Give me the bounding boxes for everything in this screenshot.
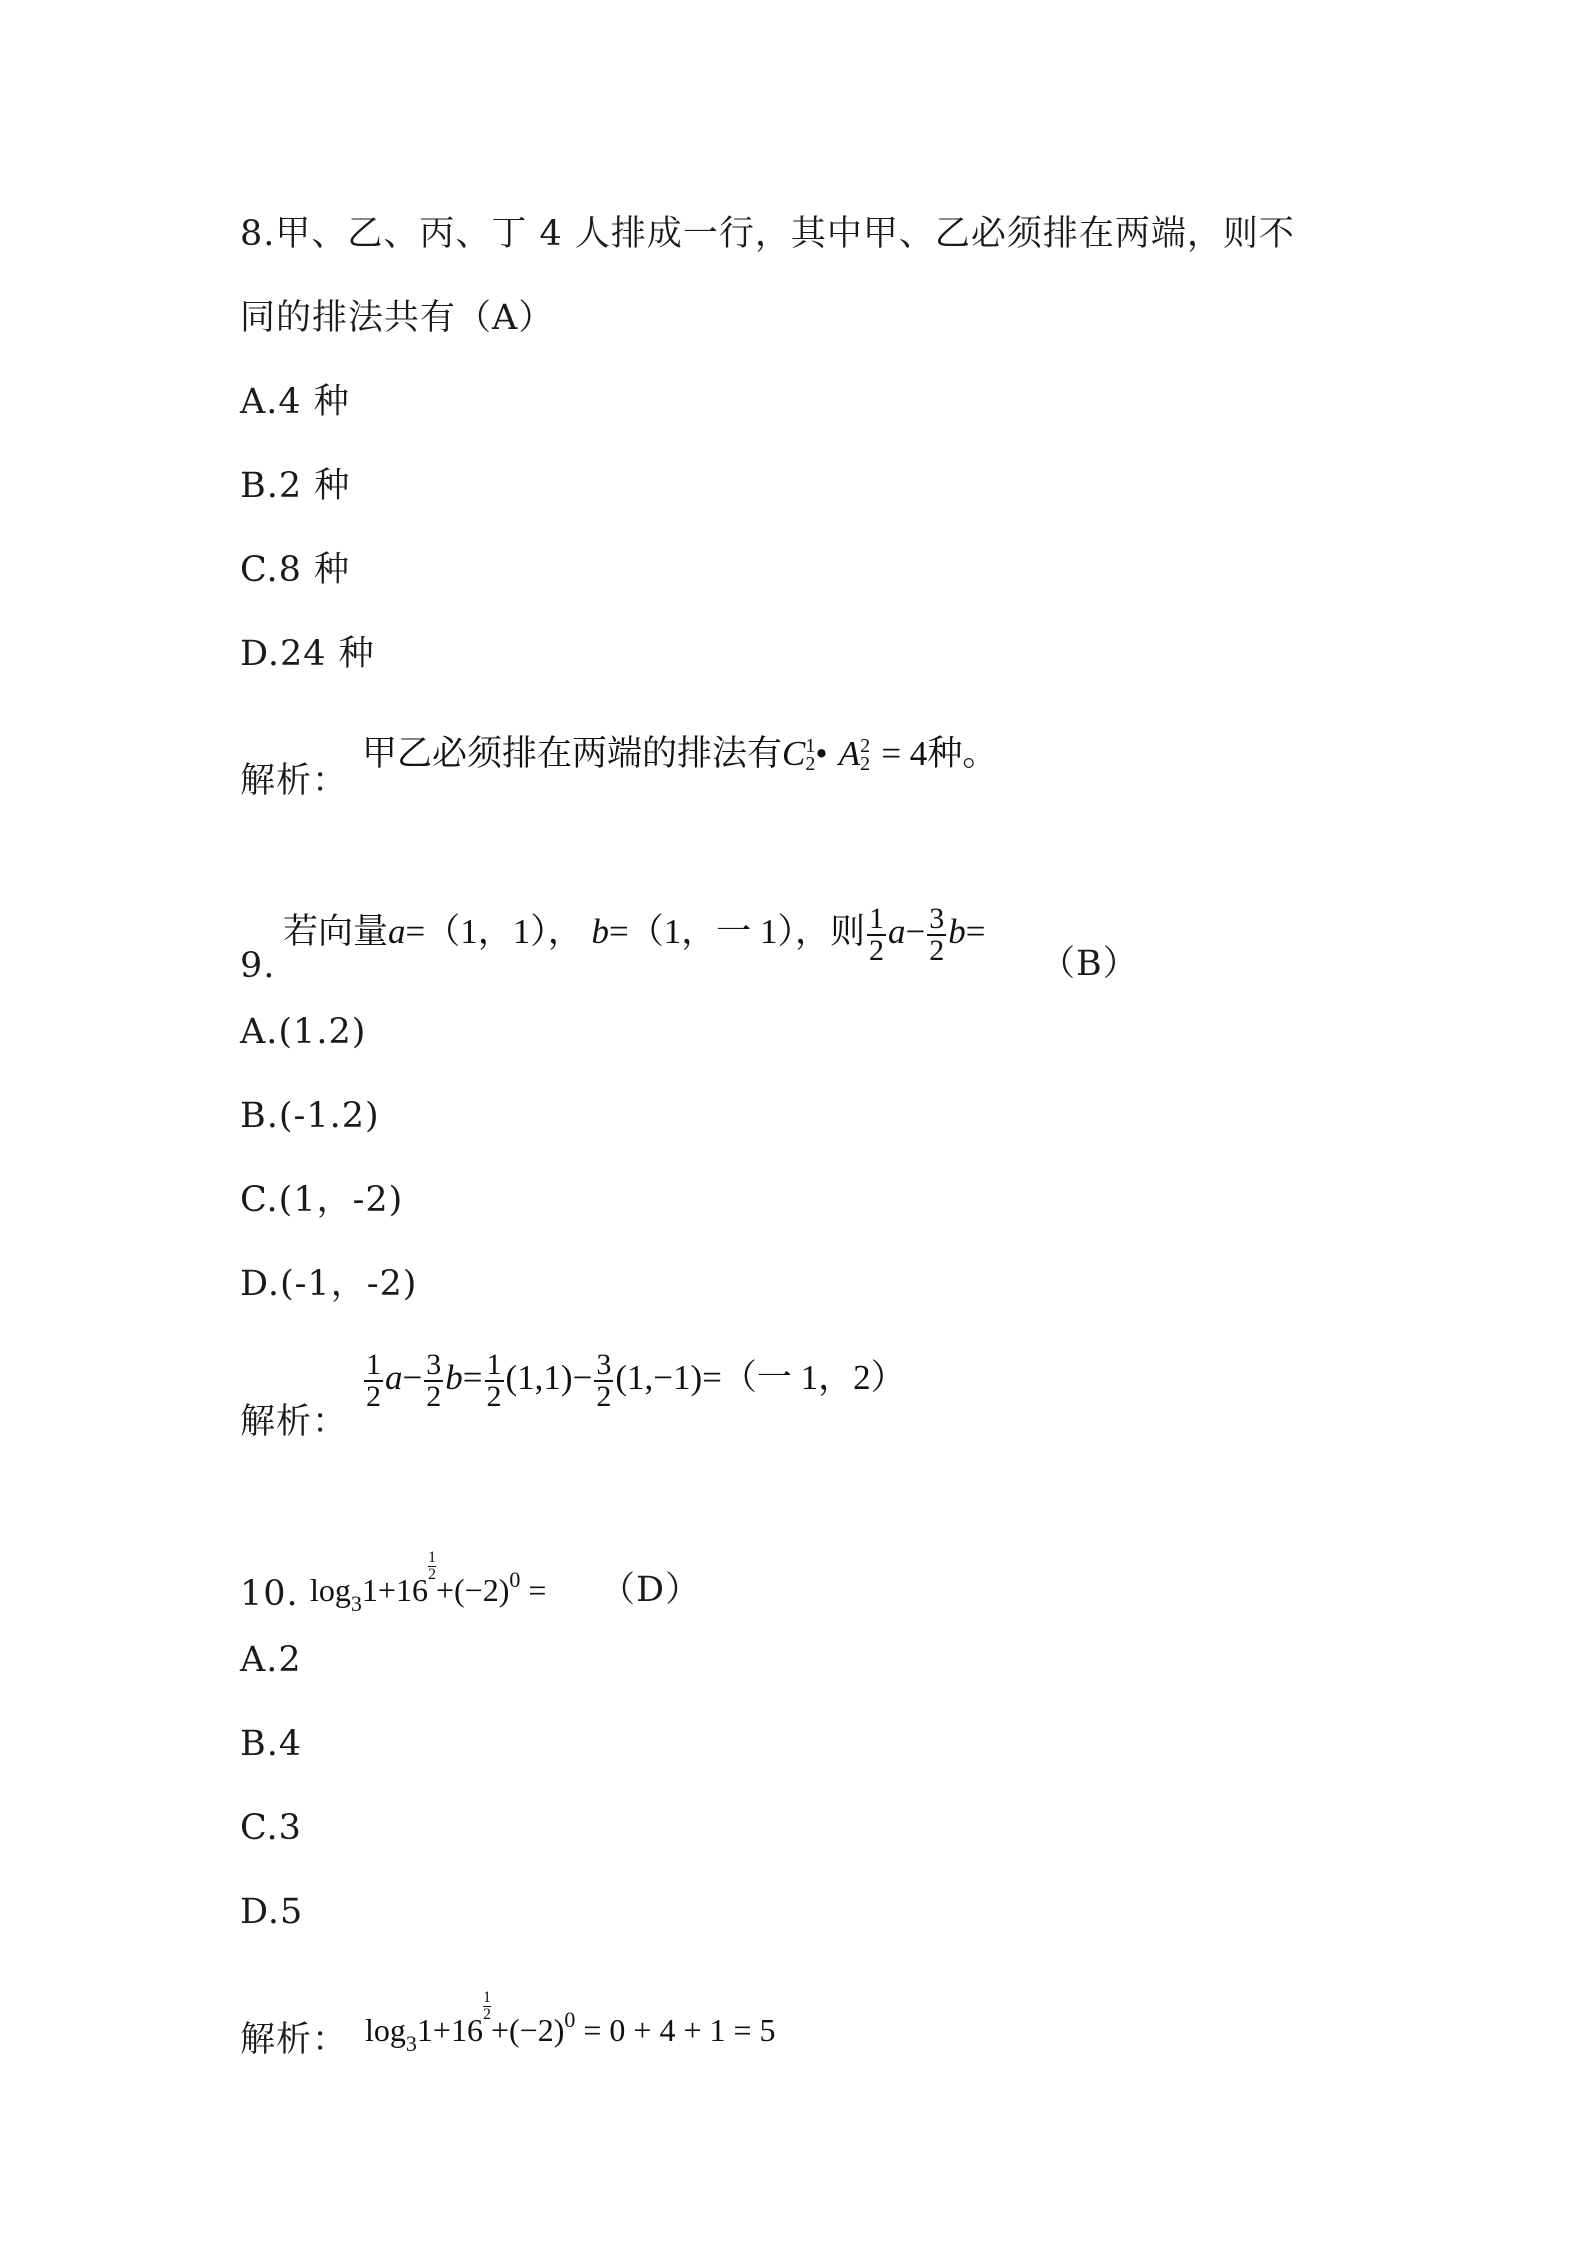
- q10-analysis-label: 解析：: [240, 2020, 349, 2060]
- arrangement-symbol: A: [838, 734, 861, 773]
- fraction-three-halves: $\frac{3}{2}$: [929, 902, 945, 967]
- vector-b: b: [591, 912, 610, 952]
- q9-option-c: C.(1，-2): [240, 1180, 404, 1220]
- vector-a: a: [388, 912, 406, 952]
- q8-analysis-text: 甲乙必须排在两端的排法有: [362, 734, 783, 774]
- combination-symbol: C: [782, 734, 806, 773]
- q10-option-b: B.4: [240, 1724, 303, 1764]
- q8-option-c: C.8 种: [240, 550, 351, 590]
- q8-analysis-formula: 甲乙必须排在两端的排法有C 1 2 • A 2 2 = 4种。: [362, 734, 998, 775]
- q9-number: 9.: [240, 946, 276, 986]
- q10-option-a: A.2: [240, 1640, 302, 1680]
- q8-option-a: A.4 种: [240, 382, 350, 422]
- q9-answer: （B）: [1040, 944, 1139, 984]
- q9-option-d: D.(-1，-2): [240, 1264, 418, 1304]
- q9-analysis-label: 解析：: [240, 1402, 349, 1442]
- q10-option-c: C.3: [240, 1808, 302, 1848]
- q8-analysis-label: 解析：: [240, 761, 349, 801]
- q9-analysis-formula: $\frac{1}{2}$ a− $\frac{3}{2}$ b= $\frac{1}{2}$ (1,1)− $\frac{3}{2}$ (1,−1)=（一 1，2）: [366, 1348, 906, 1413]
- q9-stem: 若向量a=（1，1）， b=（1，一 1），则 $\frac{1}{2}$ a− $\frac{3}{2}$ b=: [283, 902, 986, 967]
- fraction-one-half: $\frac{1}{2}$: [869, 902, 885, 967]
- q8-stem-line1: 8.甲、乙、丙、丁 4 人排成一行，其中甲、乙必须排在两端，则不: [240, 214, 1295, 254]
- q10-stem: $\log_31+16$ $\frac{1}{2}$ $+(-2)^0$ =: [310, 1549, 547, 1616]
- q10-analysis-formula: $\log_31+16$ $\frac{1}{2}$ $+(-2)^0 = 0 + 4 + 1 = 5$: [365, 1989, 776, 2056]
- q8-option-b: B.2 种: [240, 466, 351, 506]
- q8-stem-line2: 同的排法共有（A）: [240, 298, 555, 338]
- q9-option-a: A.(1.2): [240, 1012, 367, 1052]
- q8-option-d: D.24 种: [240, 634, 375, 674]
- q10-number: 10.: [240, 1574, 299, 1614]
- q10-answer: （D）: [600, 1570, 702, 1610]
- q10-option-d: D.5: [240, 1892, 304, 1932]
- dot-operator: •: [815, 734, 828, 773]
- q9-option-b: B.(-1.2): [240, 1096, 380, 1136]
